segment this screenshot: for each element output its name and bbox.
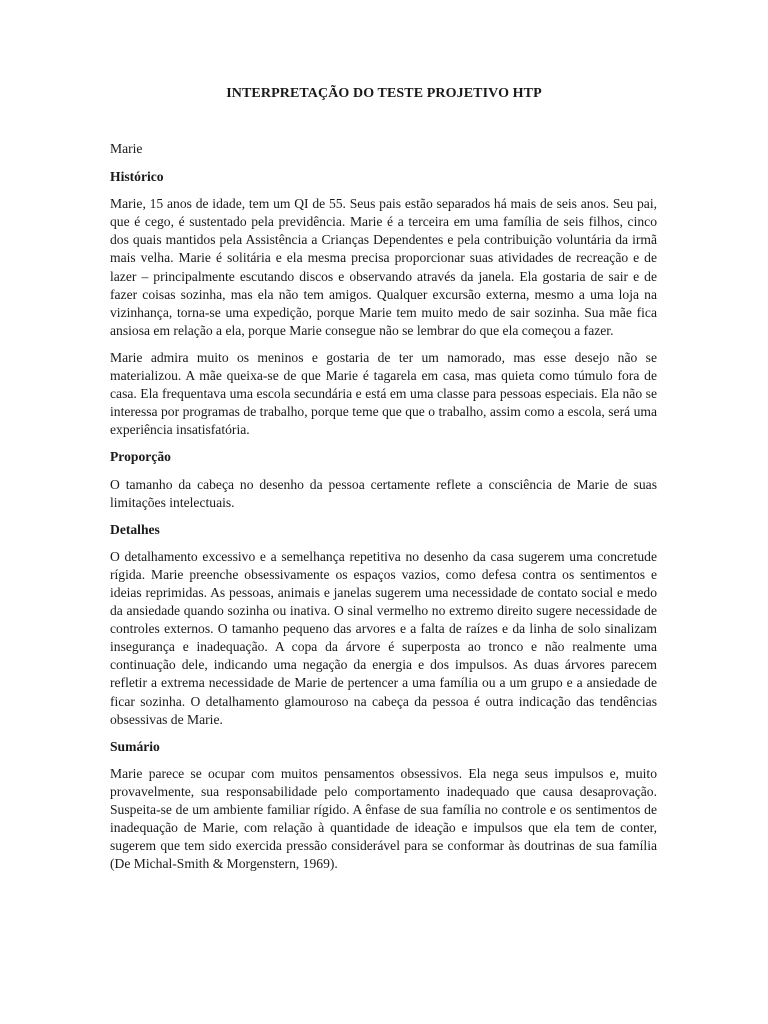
section-heading-historico: Histórico [110,169,164,185]
paragraph-proporcao: O tamanho da cabeça no desenho da pessoa certamente reflete a consciência de Marie de suas limitações intelectuais. [110,476,657,510]
paragraph-detalhes: O detalhamento excessivo e a semelhança repetitiva no desenho da casa sugerem uma concretude rígida. Marie preenche obsessivamente os espaços vazios, como defesa contra os sentimentos e ideias reprimidas. As pessoas, animais e janelas sugerem uma necessidade de contato social e medo da ansiedade quando sozinha ou inativa. O sinal vermelho no extremo direito sugere necessidade de controles externos. O tamanho pequeno das arvores e a falta de raízes e da linha de solo sinalizam insegurança e inadequação. A copa da árvore é superposta ao tronco e não realmente uma continuação dele, indicando uma negação da energia e dos impulsos. As duas árvores parecem refletir a extrema necessidade de Marie de pertencer a uma família ou a um grupo e a ansiedade de ficar sozinha. O detalhamento glamouroso na cabeça da pessoa é outra indicação das tendências obsessivas de Marie. [110,548,657,727]
paragraph-sumario: Marie parece se ocupar com muitos pensamentos obsessivos. Ela nega seus impulsos e, muito provavelmente, sua responsabilidade pelo comportamento inadequado que causa desaprovação. Suspeita-se de um ambiente familiar rígido. A ênfase de sua família no controle e os sentimentos de inadequação de Marie, com relação à quantidade de ideação e impulsos que ela tem de conter, sugerem que tem sido exercida pressão considerável para se conformar às doutrinas de sua família (De Michal-Smith & Morgenstern, 1969). [110,765,657,872]
paragraph-historico-2: Marie admira muito os meninos e gostaria de ter um namorado, mas esse desejo não se materializou. A mãe queixa-se de que Marie é tagarela em casa, mas quieta como túmulo fora de casa. Ela frequentava uma escola secundária e está em uma classe para pessoas especiais. Ela não se interessa por programas de trabalho, porque teme que que o trabalho, assim como a escola, será uma experiência insatisfatória. [110,349,657,438]
paragraph-historico-1: Marie, 15 anos de idade, tem um QI de 55. Seus pais estão separados há mais de seis anos. Seu pai, que é cego, é sustentado pela previdência. Marie é a terceira em uma família de seis filhos, cinco dos quais mantidos pela Assistência a Crianças Dependentes e pela contribuição voluntária da irmã mais velha. Marie é solitária e ela mesma precisa proporcionar suas atividades de recreação e de lazer – principalmente escutando discos e observando através da janela. Ela gostaria de sair e de fazer coisas sozinha, mas ela não tem amigos. Qualquer excursão externa, mesmo a uma loja na vizinhança, torna-se uma expedição, porque Marie tem muito medo de sair sozinha. Sua mãe fica ansiosa em relação a ela, porque Marie consegue não se lembrar do que ela começou a fazer. [110,196,657,338]
document-title: INTERPRETAÇÃO DO TESTE PROJETIVO HTP [226,86,542,101]
subject-name: Marie [110,141,143,156]
section-heading-sumario: Sumário [110,738,160,754]
section-heading-detalhes: Detalhes [110,521,160,537]
document-body [110,140,657,882]
section-heading-proporcao: Proporção [110,449,171,465]
